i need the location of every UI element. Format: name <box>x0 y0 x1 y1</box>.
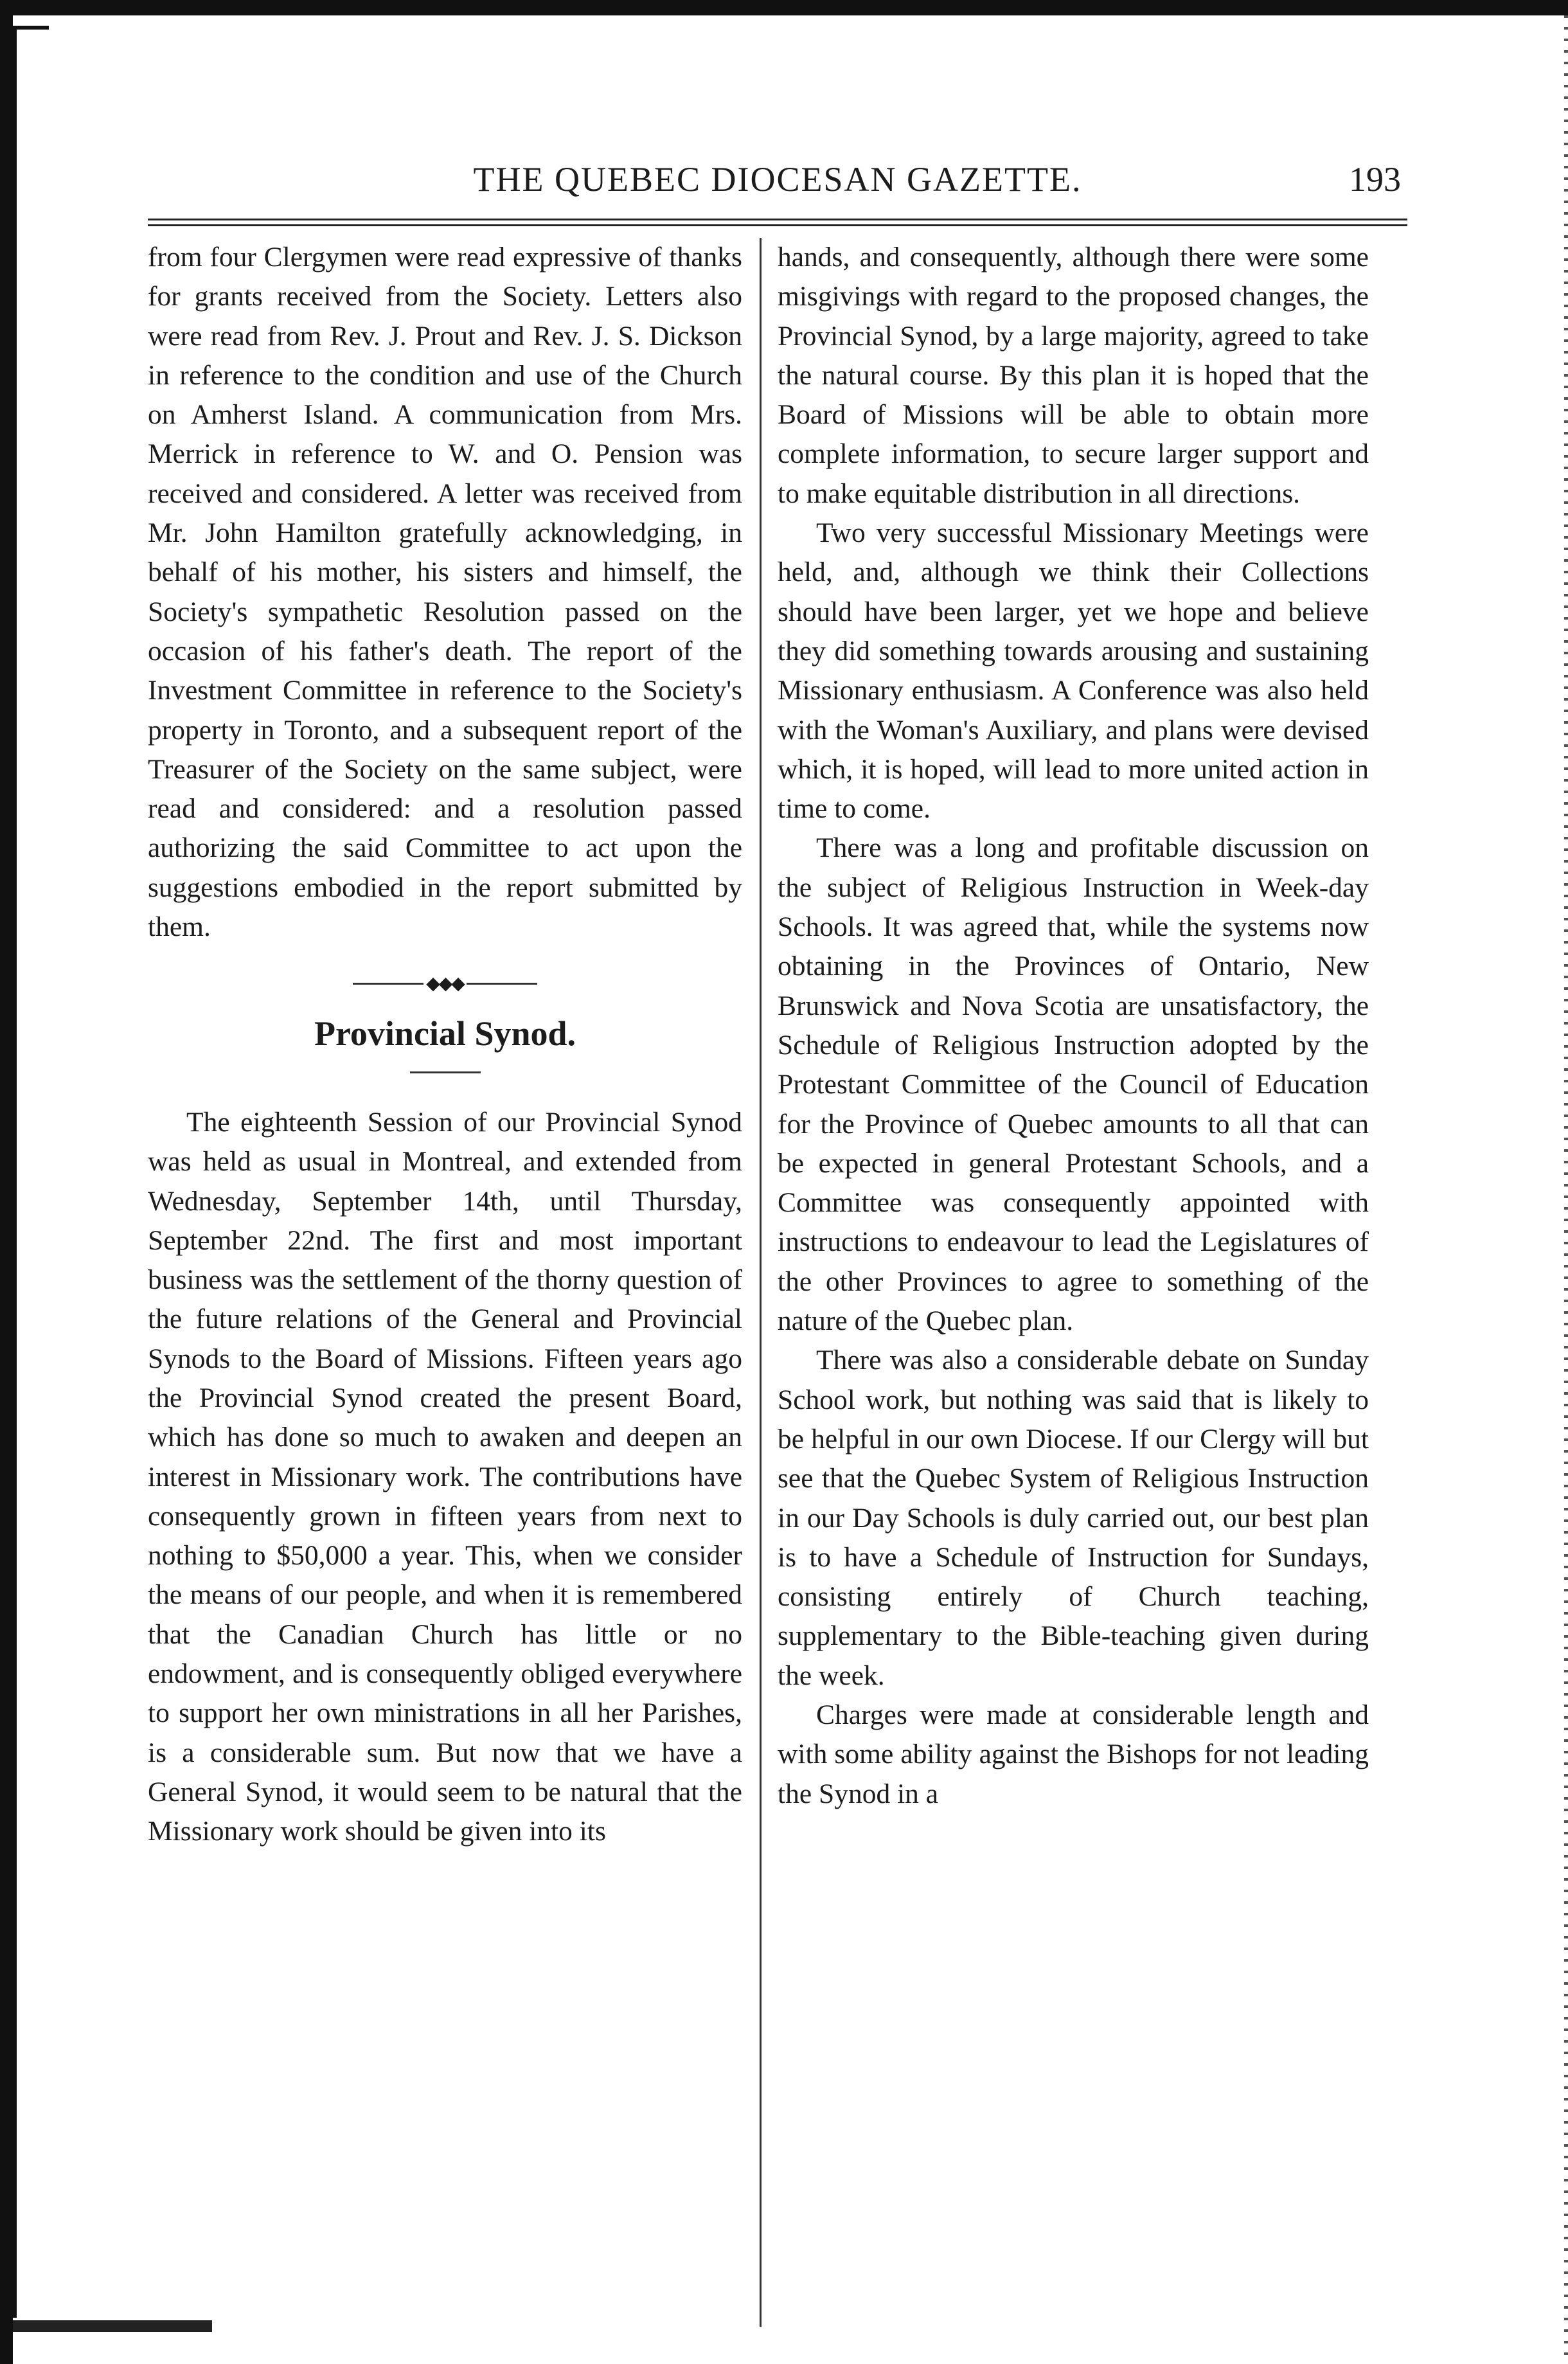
section-ornament <box>148 970 742 997</box>
ornament-knot: ◆◆◆ <box>426 973 464 994</box>
running-head <box>148 109 1407 199</box>
right-column <box>762 238 1369 2327</box>
left-paragraph-1: from four Clergymen were read expressive of thanks for grants received from the Society. Letters also were read from Rev. J. Prout and Rev. J. S. Dickson in reference to the condition and use of the Church on Amherst Island. A communication from Mrs. Merrick in reference to W. and O. Pension was received and considered. A letter was received from Mr. John Hamilton gratefully acknowledging, in behalf of his mother, his sisters and himself, the Society's sympathetic Resolution passed on the occasion of his father's death. The report of the Investment Committee in reference to the Society's property in Toronto, and a subsequent report of the Treasurer of the Society on the same subject, were read and considered: and a resolution passed authorizing the said Committee to act upon the suggestions embodied in the report submitted by them. <box>148 242 742 943</box>
binding-edge <box>0 15 13 2364</box>
section-heading: Provincial Synod. <box>314 1014 576 1053</box>
page-number: 193 <box>1349 160 1401 199</box>
right-paragraph-4: There was also a considerable debate on Sunday School work, but nothing was said that is likely to be helpful in our own Diocese. If our Clergy will but see that the Quebec System of Religious Instruction in our Day Schools is duly carried out, our best plan is to have a Schedule of Instruction for Sundays, consisting entirely of Church teaching, supplementary to the Bible-teaching given during the week. <box>778 1345 1369 1691</box>
ornament-line-right <box>467 983 537 985</box>
gazette-page <box>148 109 1407 2340</box>
right-paragraph-2: Two very successful Missionary Meetings were held, and, although we think their Collections should have been larger, yet we hope and believe they did something towards arousing and sustaining Missionary enthusiasm. A Conference was also held with the Woman's Auxiliary, and plans were devised which, it is hoped, will lead to more united action in time to come. <box>778 517 1369 825</box>
running-title: THE QUEBEC DIOCESAN GAZETTE. <box>473 160 1082 199</box>
two-column-body <box>148 238 1407 2327</box>
left-column <box>148 238 760 2327</box>
left-paragraph-2: The eighteenth Session of our Provincial Synod was held as usual in Montreal, and extended from Wednesday, September 14th, until Thursday, September 22nd. The first and most important business was the settlement of the thorny question of the future relations of the General and Provincial Synods to the Board of Missions. Fifteen years ago the Provincial Synod created the present Board, which has done so much to awaken and deepen an interest in Missionary work. The contributions have consequently grown in fifteen years from next to nothing to $50,000 a year. This, when we consider the means of our people, and when it is remembered that the Canadian Church has little or no endowment, and is consequently obliged everywhere to support her own ministrations in all her Parishes, is a considerable sum. But now that we have a General Synod, it would seem to be natural that the Missionary work should be given into its <box>148 1106 742 1847</box>
header-double-rule <box>148 219 1407 226</box>
heading-rule <box>410 1071 481 1073</box>
page-edge-speckles <box>1564 15 1568 2364</box>
right-paragraph-3: There was a long and profitable discussion on the subject of Religious Instruction in Week-day Schools. It was agreed that, while the systems now obtaining in the Provinces of Ontario, New Brunswick and Nova Scotia are unsatisfactory, the Schedule of Religious Instruction adopted by the Protestant Committee of the Council of Education for the Province of Quebec amounts to all that can be expected in general Protestant Schools, and a Committee was consequently appointed with instructions to endeavour to lead the Legislatures of the other Provinces to agree to something of the nature of the Quebec plan. <box>778 832 1369 1337</box>
binding-frame <box>13 26 49 2318</box>
right-paragraph-1: hands, and consequently, although there were some misgivings with regard to the proposed changes, the Provincial Synod, by a large majority, agreed to take the natural course. By this plan it is hoped that the Board of Missions will be able to obtain more complete information, to secure larger support and to make equitable distribution in all directions. <box>778 242 1369 509</box>
ornament-line-left <box>353 983 423 985</box>
top-border-rule <box>0 0 1568 15</box>
right-paragraph-5: Charges were made at considerable length and with some ability against the Bishops for not leading the Synod in a <box>778 1699 1369 1809</box>
